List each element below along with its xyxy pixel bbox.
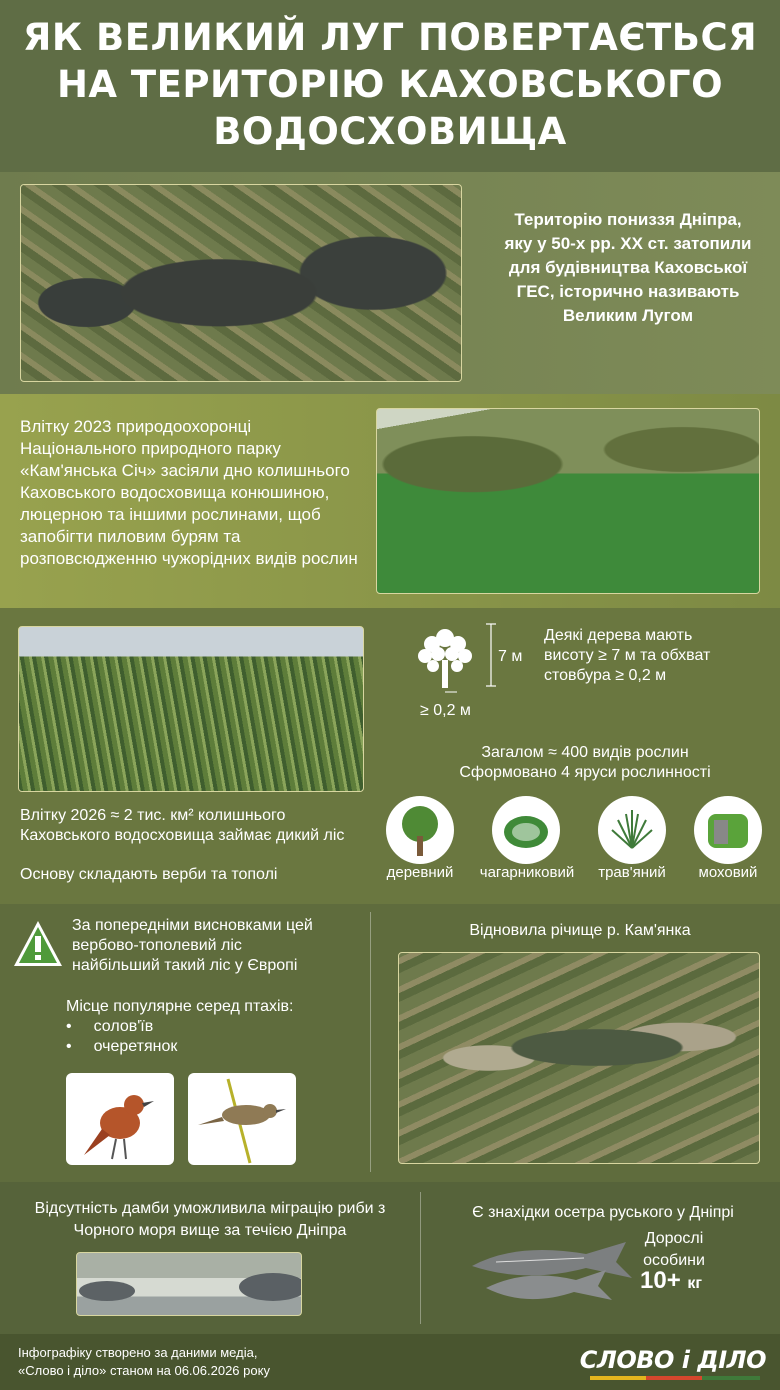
brand-logo-stripe (590, 1376, 760, 1380)
tiers-text: Сформовано 4 яруси рослинності (459, 764, 711, 781)
forest-basis-text: Основу складають верби та тополі (20, 866, 278, 883)
section5-divider (420, 1192, 421, 1324)
river-restored-text: Відновила річище р. Кам'янка (469, 922, 691, 939)
weight-value: 10+ кг (640, 1267, 703, 1294)
species-text: Загалом ≈ 400 видів рослин (481, 744, 689, 761)
tree-icon (405, 620, 485, 700)
willow-forest-photo (18, 626, 364, 792)
largest-forest-text: За попередніми висновками цей вербово-тополевий ліс найбільший такий ліс у Європі (72, 917, 313, 974)
layer-label-moss: моховий (698, 864, 758, 881)
layer-label-tree: деревний (386, 864, 454, 881)
bird-item-warbler: • очеретянок (66, 1038, 178, 1055)
grass-layer-icon (598, 796, 666, 864)
migration-text: Відсутність дамби уможливила міграцію риби з Чорного моря вище за течією Дніпра (34, 1200, 386, 1239)
kamianka-satellite-image (398, 952, 760, 1164)
river-stones-photo (76, 1252, 302, 1316)
brand-logo: СЛОВО і ДІЛО (579, 1346, 766, 1374)
source-note: Інфографіку створено за даними медіа, «Слово і діло» станом на 06.06.2026 року (18, 1345, 270, 1378)
section4-divider (370, 912, 371, 1172)
green-field-photo (376, 408, 760, 594)
trees-text: Деякі дерева мають висоту ≥ 7 м та обхват стовбура ≥ 0,2 м (544, 627, 711, 684)
layer-label-shrub: чагарниковий (479, 864, 575, 881)
forest-area-text: Влітку 2026 ≈ 2 тис. км² колишнього Каховського водосховища займає дикий ліс (20, 807, 345, 844)
warbler-image (188, 1073, 296, 1165)
sturgeon-image (466, 1222, 636, 1312)
shrub-layer-icon (492, 796, 560, 864)
girth-label: ≥ 0,2 м (420, 702, 471, 719)
bird-item-nightingale: • солов'їв (66, 1018, 154, 1035)
sturgeon-text: Є знахідки осетра руського у Дніпрі (472, 1204, 734, 1221)
layer-label-grass: трав'яний (598, 864, 666, 881)
height-label: 7 м (498, 648, 523, 665)
great-meadow-text: Територію пониззя Дніпра, яку у 50-х рр. ХХ ст. затопили для будівництва Каховської ГЕС, історично називають Великим Лугом (504, 210, 752, 325)
page-title: ЯК ВЕЛИКИЙ ЛУГ ПОВЕРТАЄТЬСЯ НА ТЕРИТОРІЮ КАХОВСЬКОГО ВОДОСХОВИЩА (22, 16, 758, 153)
title-section (0, 0, 780, 172)
height-arrow-icon (484, 622, 498, 688)
adult-specimens-text: Дорослі особини (643, 1230, 705, 1269)
sowing-text: Влітку 2023 природоохоронці Національного природного парку «Кам'янська Січ» засіяли дно колишнього Каховського водосховища конюшиною, люцерною та іншими рослинами, щоб запобігти пиловим бурям та розповсюдженню чужорідних видів рослин (20, 417, 358, 568)
tree-layer-icon (386, 796, 454, 864)
moss-layer-icon (694, 796, 762, 864)
warning-icon (12, 918, 64, 970)
birds-intro: Місце популярне серед птахів: (66, 998, 294, 1015)
nightingale-image (66, 1073, 174, 1165)
satellite-reservoir-image (20, 184, 462, 382)
